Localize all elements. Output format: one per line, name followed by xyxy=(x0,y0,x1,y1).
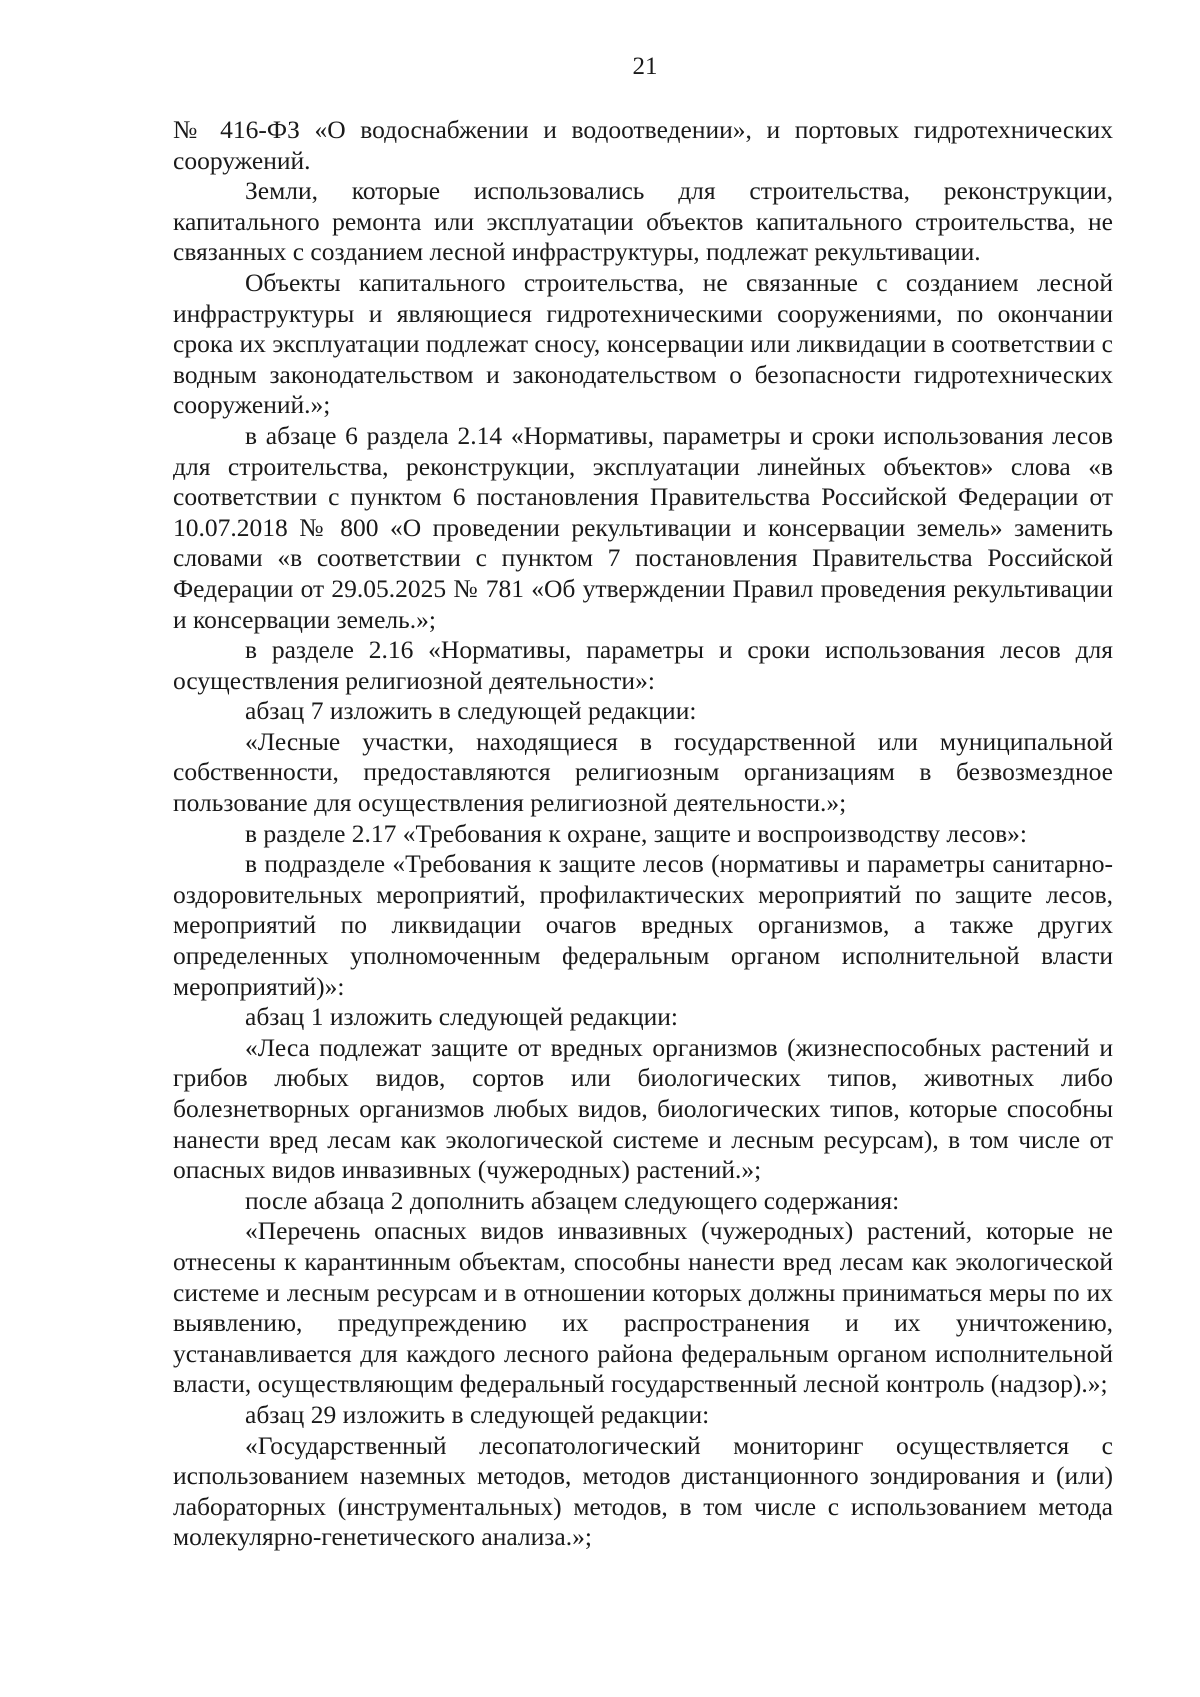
paragraph-5: в разделе 2.16 «Нормативы, параметры и сроки использования лесов для осуществления религиозной деятельности»: xyxy=(173,635,1113,695)
paragraph-4: в абзаце 6 раздела 2.14 «Нормативы, параметры и сроки использования лесов для строительства, реконструкции, эксплуатации линейных объектов» слова «в соответствии с пунктом 6 постановления Правительства Российской Федерации от 10.07.2018 № 800 «О проведении рекультивации и консервации земель» заменить словами «в соответствии с пунктом 7 постановления Правительства Российской Федерации от 29.05.2025 № 781 «Об утверждении Правил проведения рекультивации и консервации земель.»; xyxy=(173,420,1113,634)
paragraph-13: «Перечень опасных видов инвазивных (чужеродных) растений, которые не отнесены к карантинным объектам, способны нанести вред лесам как экологической системе и лесным ресурсам и в отношении которых должны приниматься меры по их выявлению, предупреждению их распространения и их уничтожению, устанавливается для каждого лесного района федеральным органом исполнительной власти, осуществляющим федеральный государственный лесной контроль (надзор).»; xyxy=(173,1216,1113,1399)
paragraph-11: «Леса подлежат защите от вредных организмов (жизнеспособных растений и грибов любых видов, сортов или биологических типов, животных либо болезнетворных организмов любых видов, биологических типов, которые способны нанести вред лесам как экологической системе и лесным ресурсам), в том числе от опасных видов инвазивных (чужеродных) растений.»; xyxy=(173,1032,1113,1185)
paragraph-15: «Государственный лесопатологический мониторинг осуществляется с использованием наземных методов, методов дистанционного зондирования и (или) лабораторных (инструментальных) методов, в том числе с использованием метода молекулярно-генетического анализа.»; xyxy=(173,1430,1113,1552)
paragraph-6: абзац 7 изложить в следующей редакции: xyxy=(245,696,697,726)
paragraph-3: Объекты капитального строительства, не связанные с созданием лесной инфраструктуры и являющиеся гидротехническими сооружениями, по окончании срока их эксплуатации подлежат сносу, консервации или ликвидации в соответствии с водным законодательством и законодательством о безопасности гидротехнических сооружений.»; xyxy=(173,267,1113,420)
paragraph-1: № 416-ФЗ «О водоснабжении и водоотведении», и портовых гидротехнических сооружений. xyxy=(173,115,1113,175)
paragraph-10: абзац 1 изложить следующей редакции: xyxy=(245,1002,679,1032)
paragraph-2: Земли, которые использовались для строительства, реконструкции, капитального ремонта или эксплуатации объектов капитального строительства, не связанных с созданием лесной инфраструктуры, подлежат рекультивации. xyxy=(173,176,1113,267)
page-number: 21 xyxy=(632,53,658,80)
paragraph-7: «Лесные участки, находящиеся в государственной или муниципальной собственности, предоставляются религиозным организациям в безвозмездное пользование для осуществления религиозной деятельности.»; xyxy=(173,726,1113,818)
document-body xyxy=(173,115,1113,1553)
paragraph-8: в разделе 2.17 «Требования к охране, защите и воспроизводству лесов»: xyxy=(245,818,1027,848)
paragraph-12: после абзаца 2 дополнить абзацем следующего содержания: xyxy=(245,1185,900,1215)
paragraph-14: абзац 29 изложить в следующей редакции: xyxy=(245,1399,710,1429)
paragraph-9: в подразделе «Требования к защите лесов (нормативы и параметры санитарно-оздоровительных мероприятий, профилактических мероприятий по защите лесов, мероприятий по ликвидации очагов вредных организмов, а также других определенных уполномоченным федеральным органом исполнительной власти мероприятий)»: xyxy=(173,849,1113,1001)
